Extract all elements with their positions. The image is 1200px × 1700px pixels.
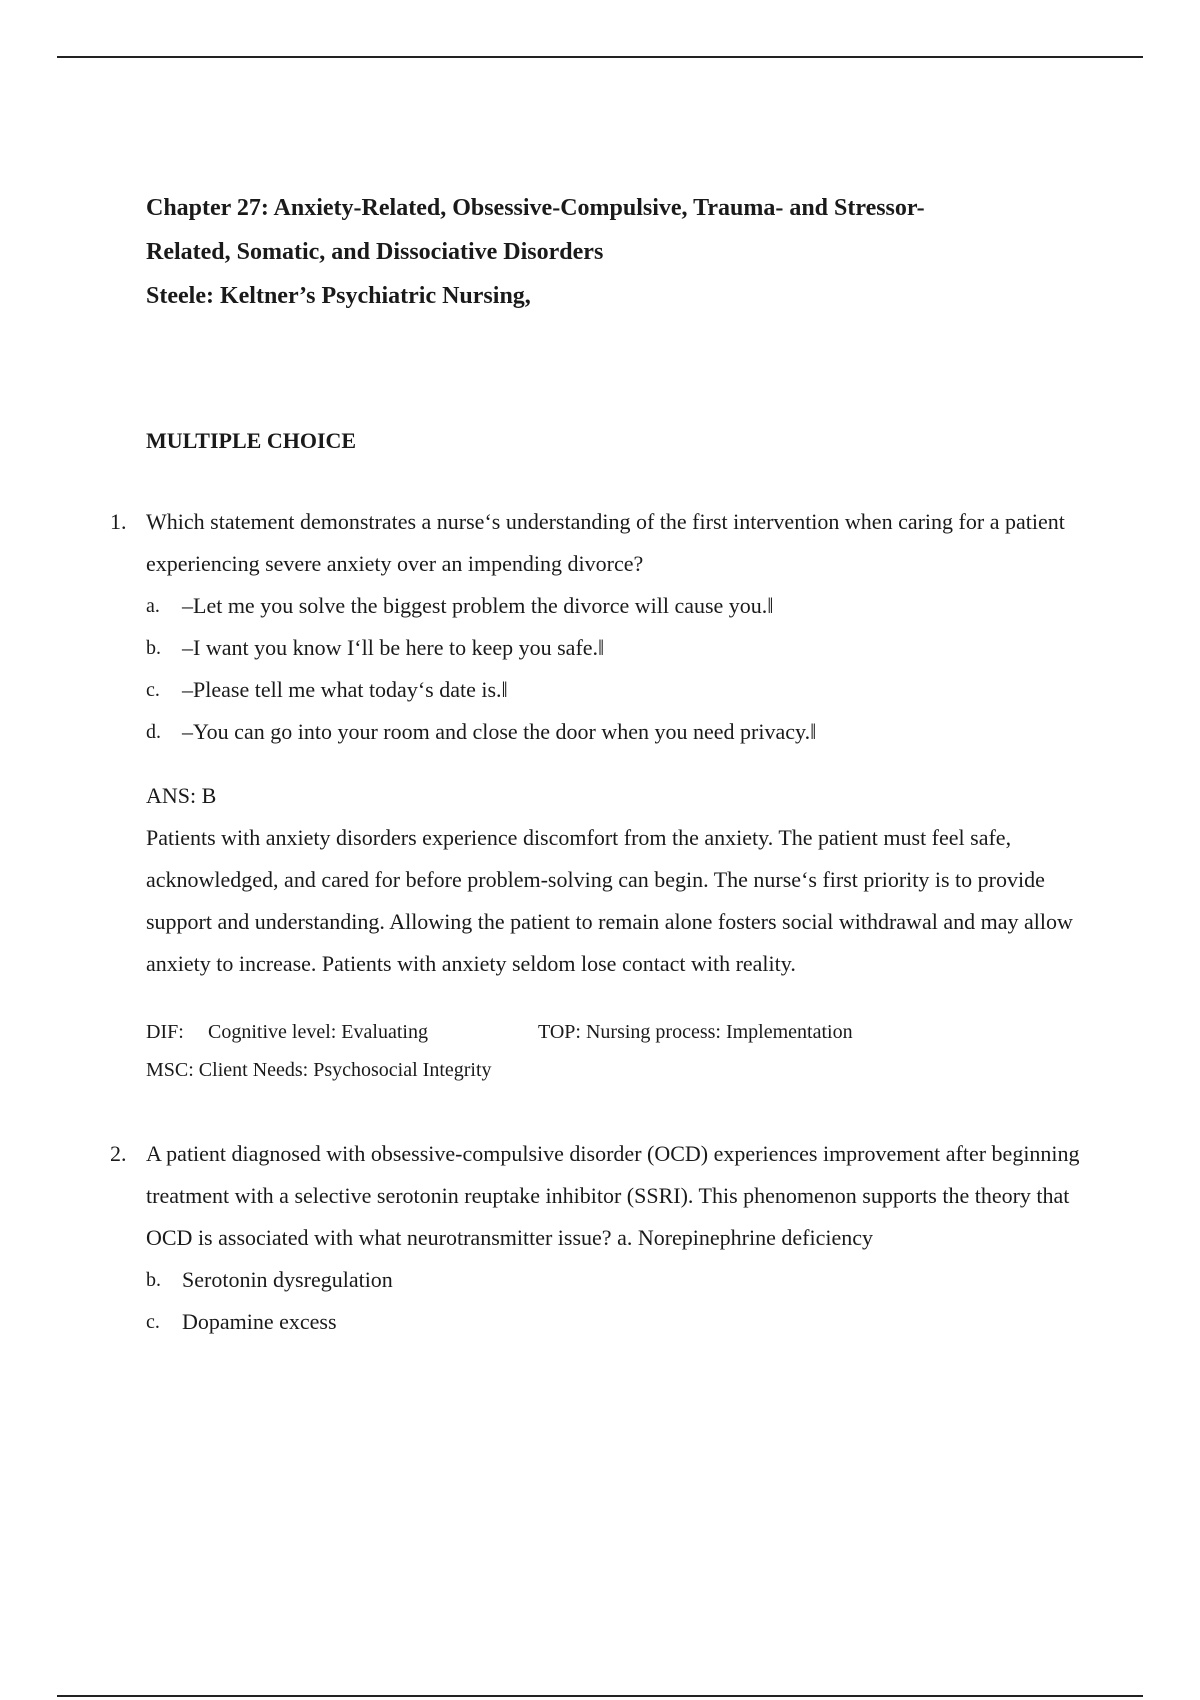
answer-block <box>146 775 1096 985</box>
option-text: Serotonin dysregulation <box>182 1267 393 1292</box>
top-rule <box>57 56 1143 58</box>
option-letter: c. <box>146 679 160 701</box>
meta-row-dif-top <box>146 1013 1096 1051</box>
question-metadata <box>146 1013 1096 1089</box>
chapter-title <box>146 186 1096 318</box>
dif-label: DIF: <box>146 1021 184 1043</box>
question-number: 2. <box>110 1141 127 1166</box>
question-2 <box>110 1133 1096 1343</box>
option-letter: c. <box>146 1311 160 1333</box>
title-line-2: Related, Somatic, and Dissociative Disorders <box>146 239 604 265</box>
section-heading: MULTIPLE CHOICE <box>146 428 357 453</box>
title-line-3: Steele: Keltner’s Psychiatric Nursing, <box>146 283 531 309</box>
option-letter: d. <box>146 721 161 743</box>
option-letter: a. <box>146 595 160 617</box>
option-text: –You can go into your room and close the door when you need privacy.‖ <box>182 719 817 744</box>
answer-key: ANS: B <box>146 783 217 808</box>
option-b <box>146 1259 1096 1301</box>
option-text: –Let me you solve the biggest problem the divorce will cause you.‖ <box>182 593 774 618</box>
answer-rationale: Patients with anxiety disorders experience discomfort from the anxiety. The patient must feel safe, acknowledged, and cared for before problem-solving can begin. The nurse‘s first priority is to provide support and understanding. Allowing the patient to remain alone fosters social withdrawal and may allow anxiety to increase. Patients with anxiety seldom lose contact with reality. <box>146 825 1073 976</box>
question-number: 1. <box>110 509 127 534</box>
answer-options <box>146 585 1096 753</box>
option-letter: b. <box>146 1269 161 1291</box>
option-letter: b. <box>146 637 161 659</box>
dif-value: Cognitive level: Evaluating <box>208 1021 428 1043</box>
answer-options <box>146 1259 1096 1343</box>
option-text: –I want you know I‘ll be here to keep you safe.‖ <box>182 635 605 660</box>
option-text: –Please tell me what today‘s date is.‖ <box>182 677 508 702</box>
question-stem: Which statement demonstrates a nurse‘s understanding of the first intervention when caring for a patient experiencing severe anxiety over an impending divorce? <box>146 509 1065 576</box>
option-c <box>146 1301 1096 1343</box>
question-1 <box>110 501 1096 1089</box>
option-c <box>146 669 1096 711</box>
option-a <box>146 585 1096 627</box>
topic: TOP: Nursing process: Implementation <box>538 1021 853 1043</box>
document-body <box>110 186 1096 1343</box>
option-text: Dopamine excess <box>182 1309 337 1334</box>
question-stem: A patient diagnosed with obsessive-compulsive disorder (OCD) experiences improvement after beginning treatment with a selective serotonin reuptake inhibitor (SSRI). This phenomenon supports the theory that OCD is associated with what neurotransmitter issue? a. Norepinephrine deficiency <box>146 1141 1080 1250</box>
title-line-1: Chapter 27: Anxiety-Related, Obsessive-Compulsive, Trauma- and Stressor- <box>146 195 925 221</box>
option-b <box>146 627 1096 669</box>
option-d <box>146 711 1096 753</box>
bottom-rule <box>57 1695 1143 1697</box>
meta-row-msc: MSC: Client Needs: Psychosocial Integrity <box>146 1059 492 1081</box>
